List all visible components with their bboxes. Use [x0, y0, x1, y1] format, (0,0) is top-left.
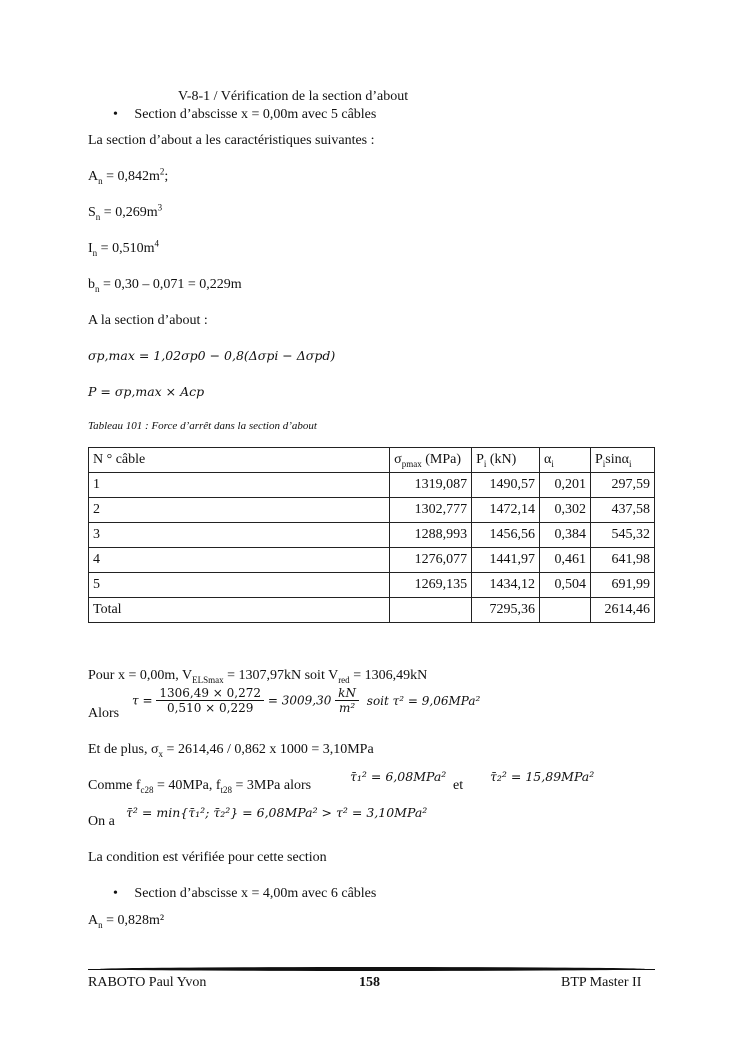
bullet-icon: •	[113, 886, 118, 901]
cell-psin: 2614,46	[590, 598, 654, 623]
cell-alpha: 0,302	[540, 498, 591, 523]
cell-cable: 2	[89, 498, 390, 523]
prop-sn: $S_n = 0,269m^3$	[88, 202, 163, 222]
about-label: A la section d’about :	[88, 313, 208, 328]
cell-sigma: 1302,777	[390, 498, 472, 523]
bullet-text: Section d’abscisse x = 4,00m avec 6 câbles	[134, 886, 377, 901]
section-heading: V-8-1 / Vérification de la section d’about	[178, 89, 409, 104]
cell-force: 1490,57	[472, 473, 540, 498]
condition-text: La condition est vérifiée pour cette section	[88, 850, 327, 865]
header-force: $P_i$ (kN)	[472, 448, 540, 473]
bullet-text: Section d’abscisse x = 0,00m avec 5 câbles	[134, 107, 377, 122]
force-table	[88, 447, 655, 623]
prop-bn: $b_n = 0,30 - 0,071 = 0,229m$	[88, 277, 242, 294]
table-total-row	[89, 598, 655, 623]
comme-text: Comme $f_{c28} = 40MPa$, $f_{t28} = 3MPa$ alors	[88, 778, 312, 795]
ona-label: On a	[88, 814, 115, 829]
cell-force: 1441,97	[472, 548, 540, 573]
intro-text: La section d’about a les caractéristiques suivantes :	[88, 133, 375, 148]
footer-program: BTP Master II	[561, 975, 642, 990]
tau-fraction: $\frac{1306,49 \times 0,272}{0,510 \times 0,229}$	[156, 686, 264, 715]
prop-an: $A_n = 0,842m^2$;	[88, 166, 169, 186]
tau1-limit: τ̄₁² = 6,08MPa²	[350, 769, 447, 784]
table-row	[89, 523, 655, 548]
header-sigma: $\sigma_{pmax}$ (MPa)	[390, 448, 472, 473]
bullet-item-1	[113, 107, 376, 123]
table-row	[89, 573, 655, 598]
table-row	[89, 498, 655, 523]
bullet-icon: •	[113, 107, 118, 122]
table-header-row	[89, 448, 655, 473]
cell-sigma: 1319,087	[390, 473, 472, 498]
cell-force: 1472,14	[472, 498, 540, 523]
cell-alpha	[540, 598, 591, 623]
header-alpha: $\alpha_i$	[540, 448, 591, 473]
cell-force: 7295,36	[472, 598, 540, 623]
cell-alpha: 0,504	[540, 573, 591, 598]
cell-force: 1456,56	[472, 523, 540, 548]
alors-label: Alors	[88, 706, 120, 721]
ona-expression: τ̄² = min{τ̄₁²; τ̄₂²} = 6,08MPa² > τ² = 3,10MPa²	[126, 805, 428, 820]
cell-sigma	[390, 598, 472, 623]
cell-cable: 1	[89, 473, 390, 498]
table-caption: Tableau 101 : Force d’arrêt dans la section d’about	[88, 420, 317, 432]
cell-psin: 545,32	[590, 523, 654, 548]
formula-sigma-pmax: σ𝑝,𝑚𝑎𝑥 = 1,02σ𝑝0 − 0,8(Δσ𝑝𝑖 − Δσ𝑝𝑑)	[88, 348, 336, 363]
tau2-limit: τ̄₂² = 15,89MPa²	[490, 769, 595, 784]
cell-sigma: 1288,993	[390, 523, 472, 548]
cell-psin: 437,58	[590, 498, 654, 523]
cell-alpha: 0,201	[540, 473, 591, 498]
footer-author: RABOTO Paul Yvon	[88, 975, 207, 990]
sigma-x-line: Et de plus, $\sigma_x = 2614,46 / 0,862$ x 1000 = 3,10MPa	[88, 742, 374, 759]
cell-alpha: 0,384	[540, 523, 591, 548]
cell-sigma: 1276,077	[390, 548, 472, 573]
cell-force: 1434,12	[472, 573, 540, 598]
formula-force: 𝑃 = σ𝑝,𝑚𝑎𝑥 × 𝐴𝑐𝑝	[88, 384, 205, 399]
an-second: $A_n = 0,828m^2$	[88, 913, 165, 930]
page-number: 158	[359, 975, 380, 990]
cell-psin: 297,59	[590, 473, 654, 498]
cell-sigma: 1269,135	[390, 573, 472, 598]
footer-rule-line	[88, 969, 655, 970]
cell-cable: 5	[89, 573, 390, 598]
et-label: et	[453, 778, 464, 793]
tau-formula: τ = $\frac{1306,49 \times 0,272}{0,510 \times 0,229}$ = 3009,30 $\frac{kN}{\text{m²}}$ soit τ² = 9,06MPa²	[132, 686, 481, 715]
shear-text: Pour x = 0,00m, $V_{ELSmax} = 1307,97kN$ soit $V_{red} = 1306,49kN$	[88, 668, 428, 685]
cell-psin: 691,99	[590, 573, 654, 598]
cell-cable: 4	[89, 548, 390, 573]
cell-cable: 3	[89, 523, 390, 548]
cell-psin: 641,98	[590, 548, 654, 573]
header-psin: $P_i\sin\alpha_i$	[590, 448, 654, 473]
cell-alpha: 0,461	[540, 548, 591, 573]
unit-fraction: $\frac{kN}{\text{m²}}$	[335, 686, 359, 715]
prop-in: $I_n = 0,510m^4$	[88, 238, 159, 258]
table-row	[89, 473, 655, 498]
table-row	[89, 548, 655, 573]
bullet-item-2	[113, 886, 376, 902]
header-cable: N ° câble	[89, 448, 390, 473]
cell-total-label: Total	[89, 598, 390, 623]
